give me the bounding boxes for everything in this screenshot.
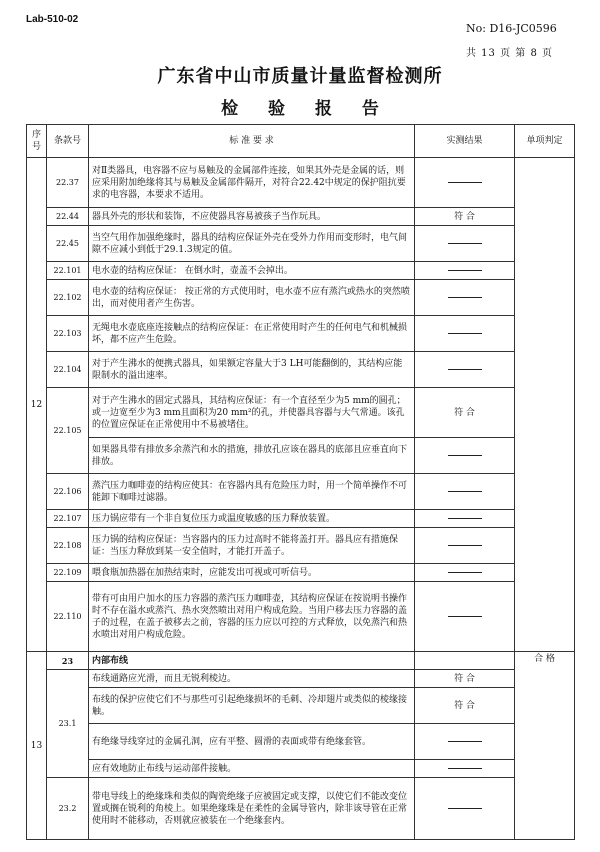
organization-title: 广东省中山市质量计量监督检测所 <box>157 66 443 87</box>
table-row <box>27 760 575 778</box>
requirement-cell: 当空气用作加强绝缘时，器具的结构应保证外壳在受外力作用而变形时，电气间隙不应减小到低于29.1.3规定的值。 <box>89 226 415 262</box>
clause-cell: 22.110 <box>47 582 89 652</box>
clause-cell: 22.45 <box>47 226 89 262</box>
result-cell <box>415 510 515 528</box>
clause-cell: 23 <box>47 652 89 670</box>
table-row <box>27 208 575 226</box>
clause-cell: 22.107 <box>47 510 89 528</box>
col-header-judgement: 单项判定 <box>515 125 575 158</box>
requirement-cell: 应有效地防止布线与运动部件接触。 <box>89 760 415 778</box>
judgement-cell: 合 格 <box>515 652 575 840</box>
dash-mark <box>448 616 482 617</box>
result-cell: 符 合 <box>415 388 515 438</box>
table-row <box>27 652 575 670</box>
requirement-cell: 有绝缘导线穿过的金属孔洞，应有平整、圆滑的表面或带有绝缘套管。 <box>89 724 415 760</box>
result-cell <box>415 582 515 652</box>
dash-mark <box>448 545 482 546</box>
requirement-cell: 器具外壳的形状和装饰，不应使器具容易被孩子当作玩具。 <box>89 208 415 226</box>
page-indicator: 共 13 页 第 8 页 <box>466 48 553 59</box>
result-cell <box>415 778 515 840</box>
table-row <box>27 438 575 474</box>
clause-cell: 22.103 <box>47 316 89 352</box>
table-row <box>27 582 575 652</box>
result-cell <box>415 262 515 280</box>
result-cell <box>415 226 515 262</box>
clause-cell: 22.44 <box>47 208 89 226</box>
clause-cell: 22.101 <box>47 262 89 280</box>
result-cell <box>415 564 515 582</box>
dash-mark <box>448 572 482 573</box>
dash-mark <box>448 518 482 519</box>
dash-mark <box>448 491 482 492</box>
requirement-cell: 电水壶的结构应保证： 在倒水时，壶盖不会掉出。 <box>89 262 415 280</box>
result-cell <box>415 528 515 564</box>
table-row <box>27 688 575 724</box>
table-row <box>27 564 575 582</box>
result-cell <box>415 352 515 388</box>
result-cell <box>415 438 515 474</box>
table-row <box>27 280 575 316</box>
clause-cell: 22.106 <box>47 474 89 510</box>
table-row <box>27 474 575 510</box>
result-cell <box>415 474 515 510</box>
table-row <box>27 670 575 688</box>
requirement-cell: 对于产生沸水的便携式器具，如果额定容量大于3 LH可能翻倒的，其结构应能限制水的溢出速率。 <box>89 352 415 388</box>
table-row <box>27 528 575 564</box>
requirement-cell: 带电导线上的绝缘珠和类似的陶瓷绝缘子应被固定或支撑，以使它们不能改变位置或搁在锐利的角棱上。如果绝缘珠是在柔性的金属导管内，除非该导管在正常使用时不能移动，否则就应被装在一个绝缘套内。 <box>89 778 415 840</box>
table-row <box>27 352 575 388</box>
requirement-cell: 电水壶的结构应保证： 按正常的方式使用时，电水壶不应有蒸汽或热水的突然喷出，而对使用者产生伤害。 <box>89 280 415 316</box>
dash-mark <box>448 455 482 456</box>
dash-mark <box>448 741 482 742</box>
result-cell <box>415 316 515 352</box>
table-header-row <box>27 125 575 158</box>
requirement-cell: 带有可由用户加水的压力容器的蒸汽压力咖啡壶，其结构应保证在按说明书操作时不存在溢水或蒸汽、热水突然喷出对用户构成危险。当用户移去压力容器的盖子的过程，在盖子被移去之前，容器的压力应以可控的方式释放，以免蒸汽和热水喷出对用户构成危险。 <box>89 582 415 652</box>
result-cell <box>415 760 515 778</box>
requirement-cell: 喂食瓶加热器在加热结束时，应能发出可视或可听信号。 <box>89 564 415 582</box>
requirement-cell: 对Ⅱ类器具，电容器不应与易触及的金属部件连接，如果其外壳是金属的话，则应采用附加绝缘将其与易触及金属部件隔开，对符合22.42中规定的保护阻抗要求的电容器，本要求不适用。 <box>89 158 415 208</box>
requirement-cell: 对于产生沸水的固定式器具，其结构应保证：有一个直径至少为5 mm的圆孔；或一边宽至少为3 mm且面积为20 mm²的孔，并使器具容器与大气常通。该孔的位置应保证在正常使用中不易被堵住。 <box>89 388 415 438</box>
report-title: 检 验 报 告 <box>221 99 391 119</box>
requirement-cell: 压力锅应带有一个非自复位压力或温度敏感的压力释放装置。 <box>89 510 415 528</box>
result-cell: 符 合 <box>415 688 515 724</box>
col-header-requirement: 标 准 要 求 <box>89 125 415 158</box>
section-title: 内部布线 <box>89 652 415 670</box>
dash-mark <box>448 333 482 334</box>
table-row <box>27 724 575 760</box>
col-header-seq: 序号 <box>27 125 47 158</box>
dash-mark <box>448 270 482 271</box>
table-row <box>27 262 575 280</box>
clause-cell: 22.108 <box>47 528 89 564</box>
requirement-cell: 无绳电水壶底座连接触点的结构应保证：在正常使用时产生的任何电气和机械损坏，都不应产生危险。 <box>89 316 415 352</box>
requirement-cell: 布线通路应光滑，而且无锐利棱边。 <box>89 670 415 688</box>
seq-cell: 12 <box>27 158 47 652</box>
result-cell <box>415 724 515 760</box>
clause-cell: 22.102 <box>47 280 89 316</box>
dash-mark <box>448 182 482 183</box>
form-code: Lab-510-02 <box>26 14 79 25</box>
dash-mark <box>448 369 482 370</box>
dash-mark <box>448 768 482 769</box>
requirement-cell: 如果器具带有排放多余蒸汽和水的措施，排放孔应该在器具的底部且应垂直向下排放。 <box>89 438 415 474</box>
requirement-cell: 布线的保护应使它们不与那些可引起绝缘损坏的毛刺、冷却翅片或类似的棱缘接触。 <box>89 688 415 724</box>
clause-cell: 23.1 <box>47 670 89 778</box>
clause-cell: 22.37 <box>47 158 89 208</box>
clause-cell: 23.2 <box>47 778 89 840</box>
col-header-clause: 条款号 <box>47 125 89 158</box>
table-row <box>27 158 575 208</box>
result-cell <box>415 280 515 316</box>
judgement-cell <box>515 158 575 652</box>
clause-cell: 22.104 <box>47 352 89 388</box>
table-row <box>27 510 575 528</box>
requirement-cell: 蒸汽压力咖啡壶的结构应使其：在容器内具有危险压力时，用一个简单操作不可能卸下咖啡过滤器。 <box>89 474 415 510</box>
clause-cell: 22.105 <box>47 388 89 474</box>
col-header-result: 实测结果 <box>415 125 515 158</box>
inspection-table <box>26 124 575 840</box>
requirement-cell: 压力锅的结构应保证：当容器内的压力过高时不能将盖打开。器具应有措施保证：当压力释放到某一安全值时，才能打开盖子。 <box>89 528 415 564</box>
table-row <box>27 226 575 262</box>
result-cell: 符 合 <box>415 208 515 226</box>
dash-mark <box>448 808 482 809</box>
clause-cell: 22.109 <box>47 564 89 582</box>
table-row <box>27 778 575 840</box>
dash-mark <box>448 297 482 298</box>
result-cell <box>415 652 515 670</box>
result-cell: 符 合 <box>415 670 515 688</box>
result-cell <box>415 158 515 208</box>
seq-cell: 13 <box>27 652 47 840</box>
table-row <box>27 316 575 352</box>
table-row <box>27 388 575 438</box>
dash-mark <box>448 243 482 244</box>
report-number: No: D16-JC0596 <box>466 22 557 35</box>
